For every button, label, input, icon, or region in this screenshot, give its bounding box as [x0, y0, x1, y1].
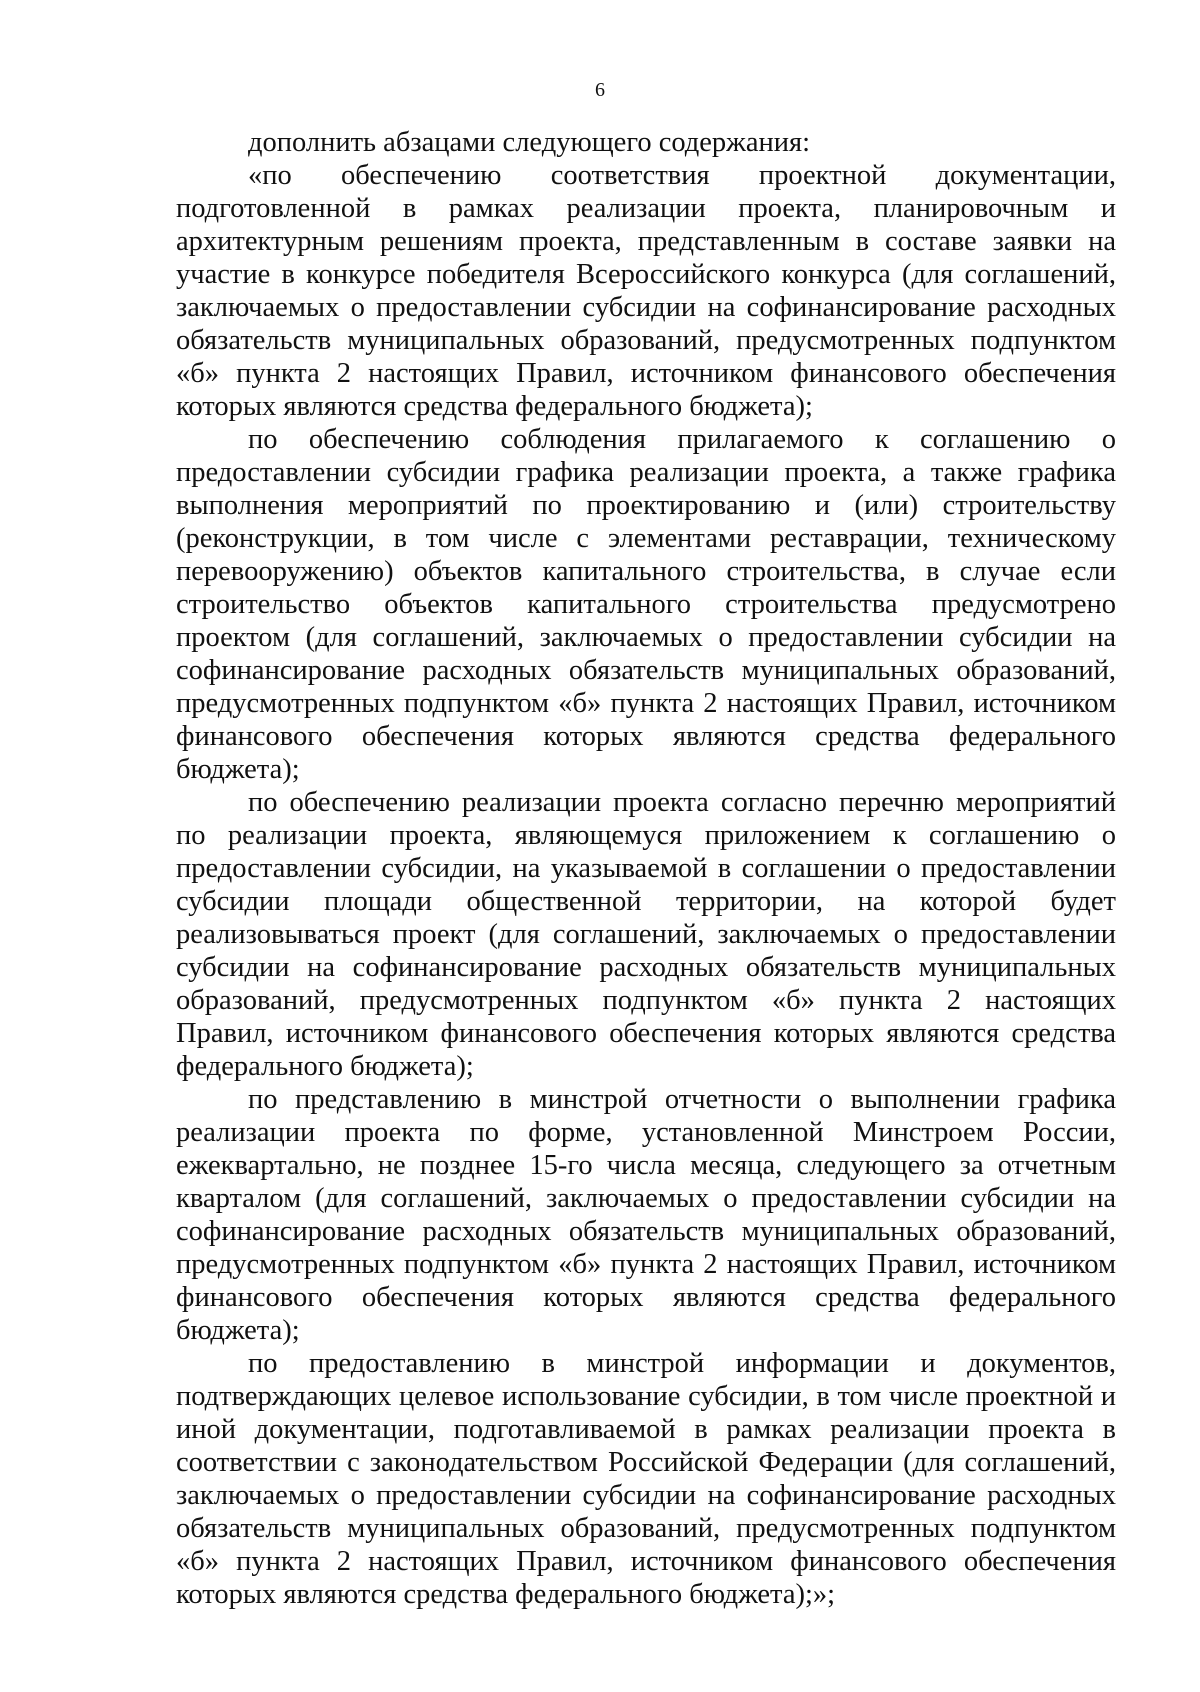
- paragraph-schedule-compliance: по обеспечению соблюдения прилагаемого к соглашению о предоставлении субсидии графика реализации проекта, а также графика выполнения мероприятий по проектированию и (или) строительству (реконструкции, в том числе с элементами реставрации, техническому перевооружению) объектов капитального строительства, в случае если строительство объектов капитального строительства предусмотрено проектом (для соглашений, заключаемых о предоставлении субсидии на софинансирование расходных обязательств муниципальных образований, предусмотренных подпунктом «б» пункта 2 настоящих Правил, источником финансового обеспечения которых являются средства федерального бюджета);: [176, 424, 1116, 785]
- paragraph-project-implementation: по обеспечению реализации проекта согласно перечню мероприятий по реализации проекта, являющемуся приложением к соглашению о предоставлении субсидии, на указываемой в соглашении о предоставлении субсидии площади общественной территории, на которой будет реализовываться проект (для соглашений, заключаемых о предоставлении субсидии на софинансирование расходных обязательств муниципальных образований, предусмотренных подпунктом «б» пункта 2 настоящих Правил, источником финансового обеспечения которых являются средства федерального бюджета);: [176, 787, 1116, 1082]
- paragraph-reporting: по представлению в минстрой отчетности о выполнении графика реализации проекта по форме, установленной Минстроем России, ежеквартально, не позднее 15-го числа месяца, следующего за отчетным кварталом (для соглашений, заключаемых о предоставлении субсидии на софинансирование расходных обязательств муниципальных образований, предусмотренных подпунктом «б» пункта 2 настоящих Правил, источником финансового обеспечения которых являются средства федерального бюджета);: [176, 1084, 1116, 1346]
- document-body: [176, 126, 1116, 1611]
- paragraph-documents-provision: по предоставлению в минстрой информации и документов, подтверждающих целевое использование субсидии, в том числе проектной и иной документации, подготавливаемой в рамках реализации проекта в соответствии с законодательством Российской Федерации (для соглашений, заключаемых о предоставлении субсидии на софинансирование расходных обязательств муниципальных образований, предусмотренных подпунктом «б» пункта 2 настоящих Правил, источником финансового обеспечения которых являются средства федерального бюджета);»;: [176, 1348, 1116, 1610]
- page-number: 6: [595, 79, 605, 101]
- paragraph-project-documentation: «по обеспечению соответствия проектной документации, подготовленной в рамках реализации проекта, планировочным и архитектурным решениям проекта, представленным в составе заявки на участие в конкурсе победителя Всероссийского конкурса (для соглашений, заключаемых о предоставлении субсидии на софинансирование расходных обязательств муниципальных образований, предусмотренных подпунктом «б» пункта 2 настоящих Правил, источником финансового обеспечения которых являются средства федерального бюджета);: [176, 160, 1116, 422]
- paragraph-intro: дополнить абзацами следующего содержания:: [248, 127, 811, 158]
